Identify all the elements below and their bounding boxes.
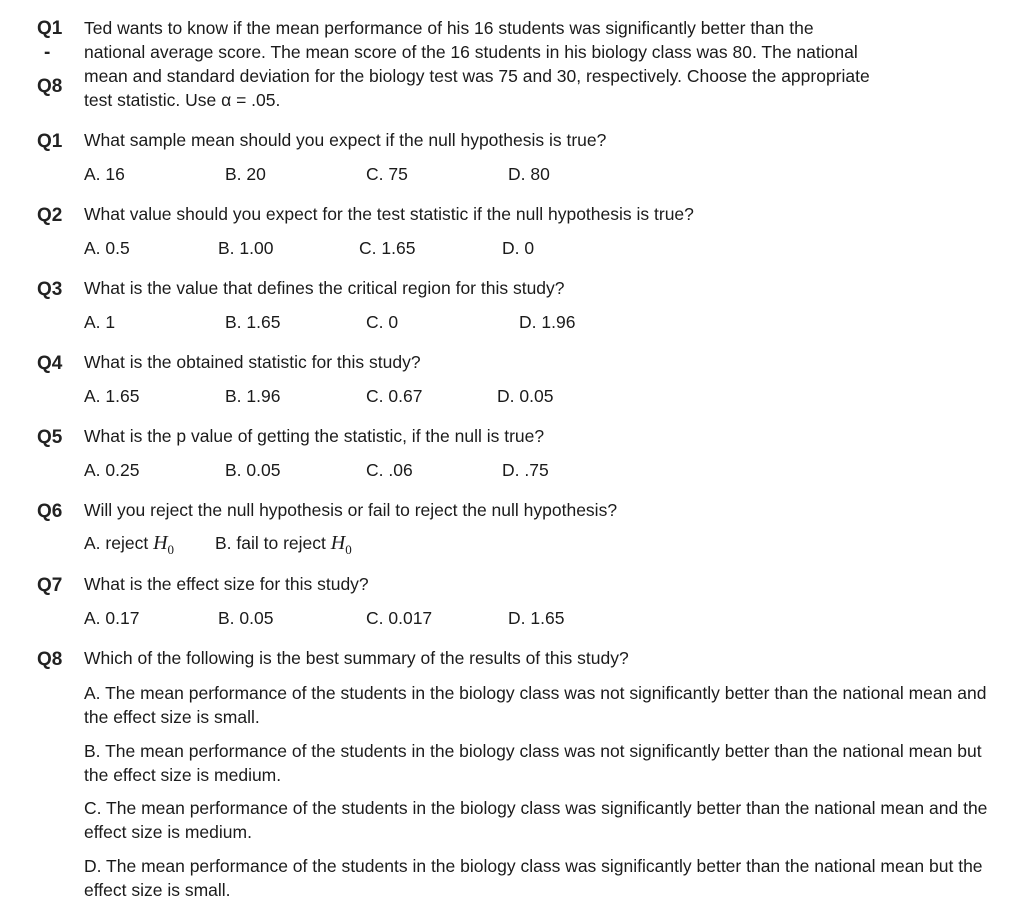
option-a (84, 532, 174, 558)
option-a: A. 1 (84, 312, 116, 332)
intro-line: national average score. The mean score of the 16 students in his biology class was 80. The national (84, 42, 858, 62)
option-c: C. 75 (366, 164, 408, 184)
option-b: B. 20 (225, 164, 266, 184)
option-d: D. The mean performance of the students in the biology class was significantly better than the national mean but the effect size is small. (84, 856, 983, 900)
question-text: What is the value that defines the critical region for this study? (84, 278, 565, 298)
intro-line: Ted wants to know if the mean performance of his 16 students was significantly better than the (84, 18, 814, 38)
option-d: D. 1.96 (519, 312, 576, 332)
h0-symbol (330, 532, 352, 557)
option-c: C. 0 (366, 312, 399, 332)
question-label: Q4 (37, 353, 63, 374)
option-a: A. 16 (84, 164, 125, 184)
option-b: B. 1.96 (225, 386, 281, 406)
intro-label-top: Q1 (37, 18, 63, 39)
h0-symbol (153, 532, 175, 557)
h-subscript: 0 (345, 542, 352, 557)
option-d: D. 80 (508, 164, 550, 184)
question-text: What is the p value of getting the statistic, if the null is true? (84, 426, 545, 446)
question-label: Q6 (37, 501, 63, 522)
intro-line: mean and standard deviation for the biology test was 75 and 30, respectively. Choose the appropriate (84, 66, 870, 86)
option-b: B. The mean performance of the students in the biology class was not significantly better than the national mean but the effect size is medium. (84, 741, 982, 785)
option-a: A. The mean performance of the students in the biology class was not significantly better than the national mean and the effect size is small. (84, 683, 987, 727)
intro-line: test statistic. Use α = .05. (84, 90, 281, 110)
question-label: Q1 (37, 131, 63, 152)
option-c: C. 0.67 (366, 386, 423, 406)
option-b: B. 1.00 (218, 238, 274, 258)
option-a-prefix: A. reject (84, 533, 154, 553)
question-label: Q5 (37, 427, 63, 448)
h-subscript: 0 (167, 542, 175, 557)
question-text: Will you reject the null hypothesis or fail to reject the null hypothesis? (84, 500, 618, 520)
option-c: C. The mean performance of the students in the biology class was significantly better than the national mean and the effect size is medium. (84, 798, 988, 842)
question-text: What is the effect size for this study? (84, 574, 369, 594)
option-c: C. 0.017 (366, 608, 433, 628)
intro-label-dash: - (44, 42, 51, 63)
option-b: B. 0.05 (218, 608, 274, 628)
question-label: Q8 (37, 649, 63, 670)
option-c: C. 1.65 (359, 238, 416, 258)
option-b: B. 0.05 (225, 460, 281, 480)
option-c: C. .06 (366, 460, 413, 480)
question-label: Q2 (37, 205, 63, 226)
option-a: A. 0.25 (84, 460, 140, 480)
intro-label-bottom: Q8 (37, 76, 63, 97)
option-d: D. 0.05 (497, 386, 554, 406)
option-a: A. 0.5 (84, 238, 130, 258)
option-d: D. 0 (502, 238, 535, 258)
h-symbol: H (330, 532, 346, 554)
question-label: Q3 (37, 279, 63, 300)
question-text: What is the obtained statistic for this study? (84, 352, 421, 372)
question-text: What sample mean should you expect if the null hypothesis is true? (84, 130, 607, 150)
option-b: B. 1.65 (225, 312, 281, 332)
question-text: Which of the following is the best summary of the results of this study? (84, 648, 629, 668)
option-b-prefix: B. fail to reject (215, 533, 331, 553)
option-a: A. 0.17 (84, 608, 140, 628)
question-text: What value should you expect for the test statistic if the null hypothesis is true? (84, 204, 694, 224)
question-label: Q7 (37, 575, 63, 596)
option-b (215, 532, 352, 558)
option-d: D. .75 (502, 460, 549, 480)
option-d: D. 1.65 (508, 608, 565, 628)
option-a: A. 1.65 (84, 386, 140, 406)
h-symbol: H (153, 532, 168, 554)
